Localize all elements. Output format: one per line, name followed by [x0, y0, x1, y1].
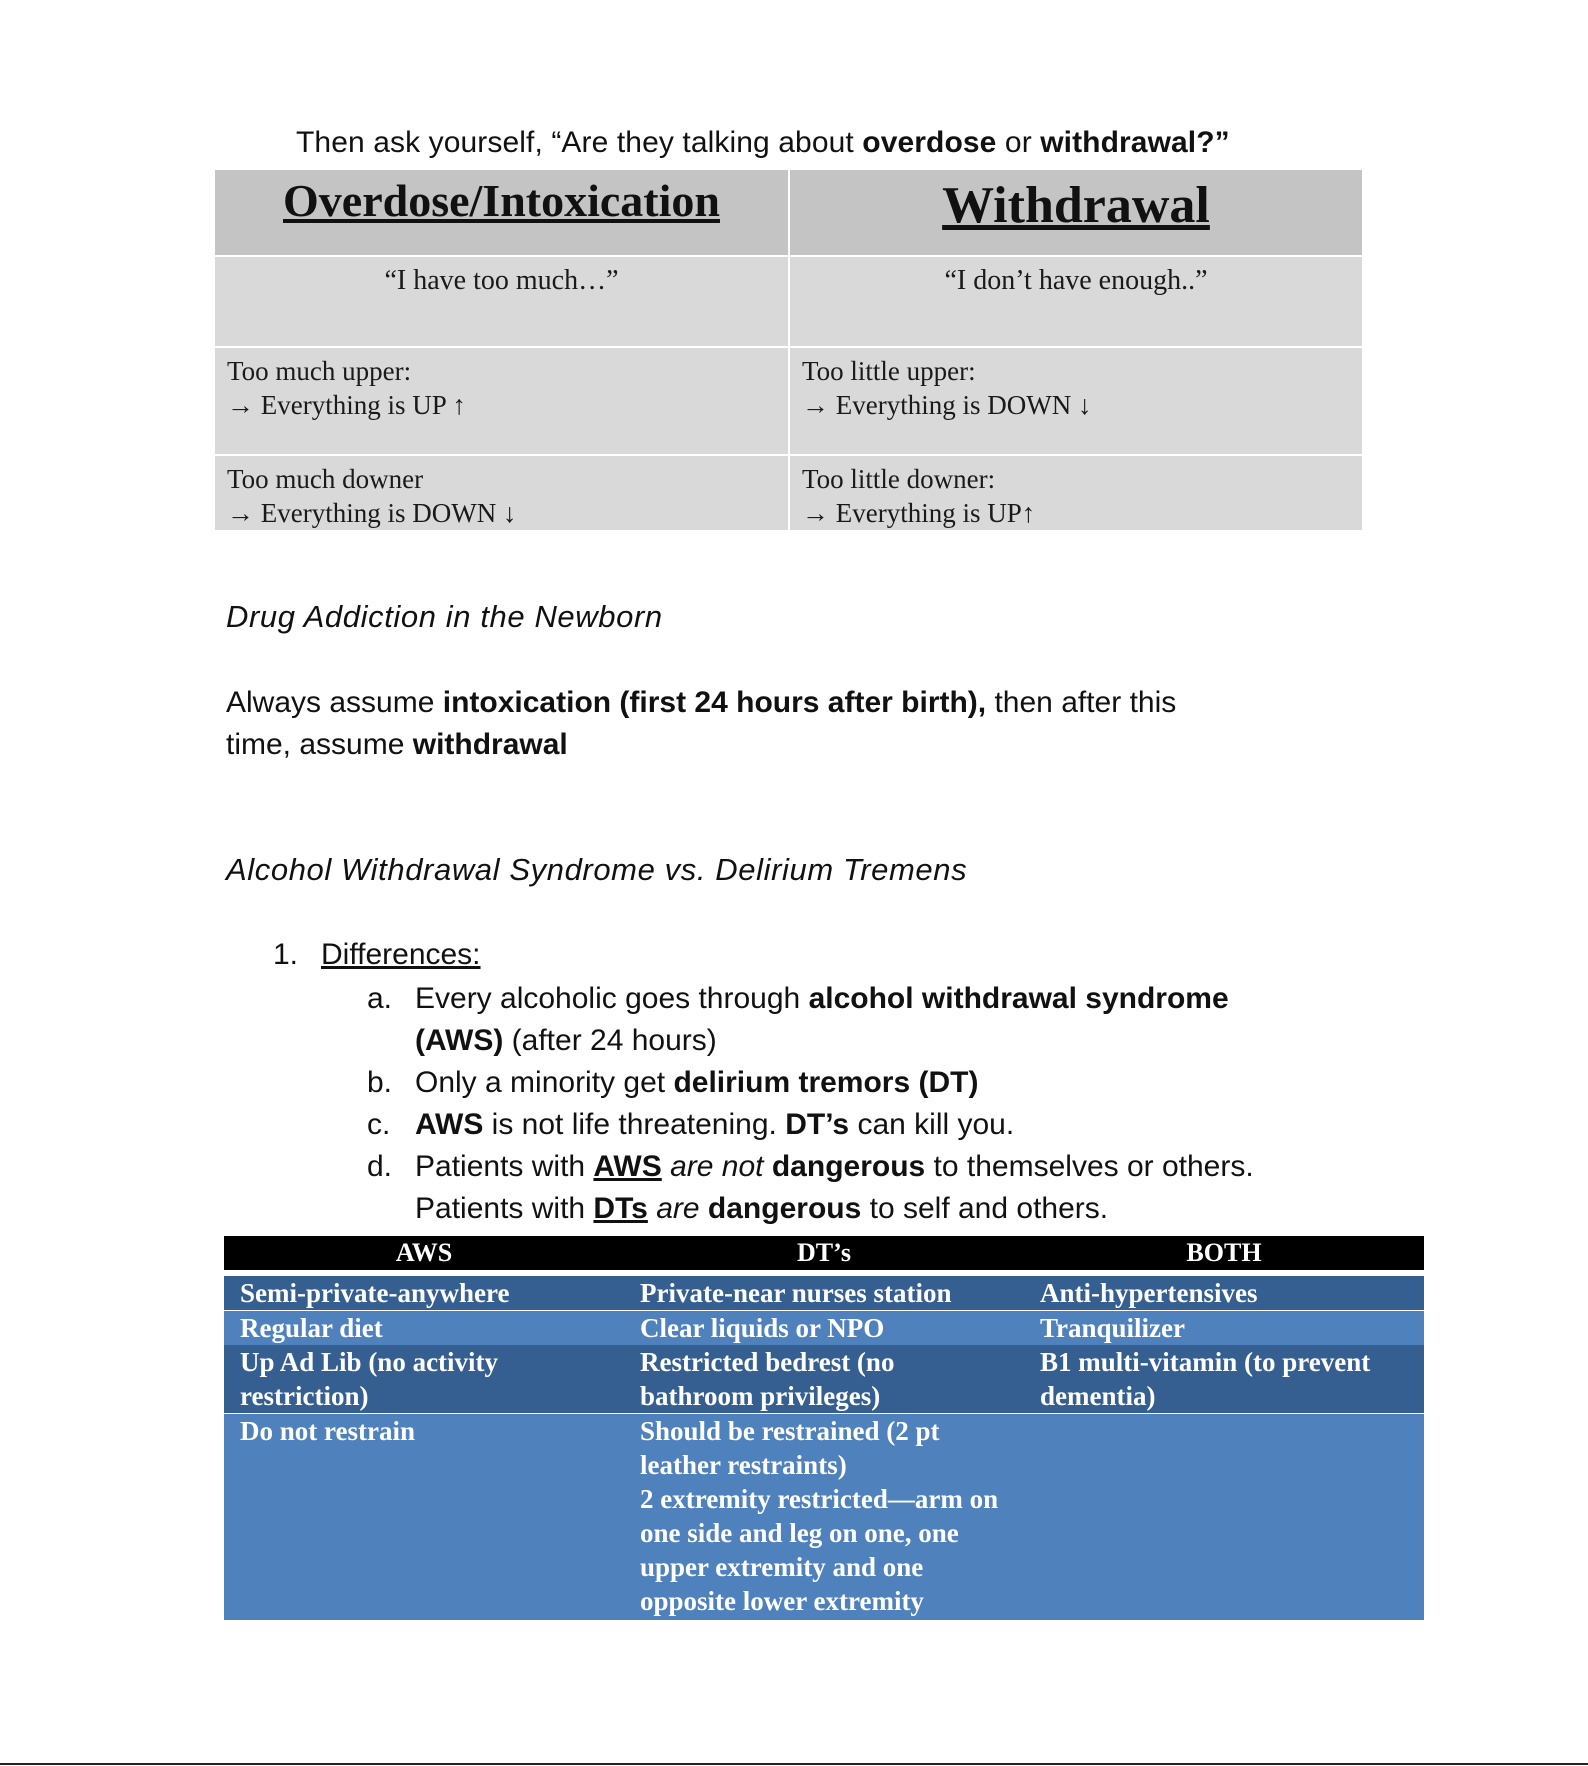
- text: Only a minority get: [415, 1066, 674, 1099]
- text: [648, 1192, 656, 1225]
- intro-withdrawal: withdrawal?”: [1040, 126, 1230, 159]
- table-header-row: [214, 169, 1363, 256]
- table-cell: Semi-private-anywhere: [224, 1273, 624, 1311]
- text-bold: dangerous: [771, 1150, 926, 1183]
- list-marker: a.: [367, 982, 393, 1015]
- cell-too-much-downer: [214, 455, 789, 531]
- differences-label: Differences:: [321, 938, 481, 971]
- text: Every alcoholic goes through: [415, 982, 809, 1015]
- text-bold: delirium tremors (DT): [673, 1066, 979, 1099]
- text: Always assume: [226, 686, 443, 719]
- text: [764, 1150, 772, 1183]
- table-row: [214, 455, 1363, 531]
- aws-dt-table: [224, 1236, 1424, 1620]
- text-bold-underline: AWS: [593, 1150, 662, 1183]
- list-marker: c.: [367, 1108, 391, 1141]
- intro-overdose: overdose: [862, 126, 997, 159]
- cell-line: → Everything is UP ↑: [227, 390, 466, 420]
- newborn-paragraph: [226, 682, 1376, 766]
- intro-line: [296, 126, 1230, 160]
- header-aws: AWS: [224, 1236, 624, 1273]
- text: can kill you.: [849, 1108, 1015, 1141]
- list-number: 1.: [273, 938, 299, 971]
- cell-line: Too little upper:: [802, 356, 976, 386]
- cell-line: Too much downer: [227, 464, 424, 494]
- list-text: [415, 1146, 1254, 1230]
- newborn-heading: Drug Addiction in the Newborn: [226, 599, 663, 634]
- cell-line: Too much upper:: [227, 356, 412, 386]
- table-row: [224, 1273, 1424, 1311]
- cell-line: → Everything is DOWN ↓: [802, 390, 1092, 420]
- quote-overdose: “I have too much…”: [214, 256, 789, 347]
- table-cell: Anti-hypertensives: [1024, 1273, 1424, 1311]
- text-italic: are: [656, 1192, 700, 1225]
- table-cell: Regular diet: [224, 1311, 624, 1346]
- cell-too-much-upper: [214, 347, 789, 455]
- text: (after 24 hours): [503, 1024, 717, 1057]
- page-bottom-border: [0, 1763, 1588, 1765]
- cell-too-little-upper: [789, 347, 1363, 455]
- overdose-withdrawal-table: [213, 168, 1364, 532]
- cell-line: Too little downer:: [802, 464, 996, 494]
- text-bold: AWS: [415, 1108, 484, 1141]
- alcohol-heading: Alcohol Withdrawal Syndrome vs. Delirium Tremens: [226, 852, 968, 887]
- text-italic: are not: [670, 1150, 764, 1183]
- table-cell: [624, 1414, 1024, 1621]
- text: [662, 1150, 670, 1183]
- text-bold: (AWS): [415, 1024, 504, 1057]
- list-marker: d.: [367, 1150, 393, 1183]
- table-row: [214, 347, 1363, 455]
- header-withdrawal: Withdrawal: [789, 169, 1363, 256]
- table-row: [224, 1311, 1424, 1346]
- cell-line: 2 extremity restricted—arm on one side and leg on one, one upper extremity and one opposite lower extremity: [640, 1484, 999, 1616]
- text-bold: alcohol withdrawal syndrome: [808, 982, 1229, 1015]
- text: then after this: [986, 686, 1177, 719]
- quote-withdrawal: “I don’t have enough..”: [789, 256, 1363, 347]
- table-cell: Clear liquids or NPO: [624, 1311, 1024, 1346]
- table-cell: Up Ad Lib (no activity restriction): [224, 1345, 624, 1414]
- text: time, assume: [226, 728, 413, 761]
- table-cell: Do not restrain: [224, 1414, 624, 1621]
- table-header-row: [224, 1236, 1424, 1273]
- text-bold: withdrawal: [412, 728, 568, 761]
- intro-text: Then ask yourself, “Are they talking about: [296, 126, 863, 159]
- header-both: BOTH: [1024, 1236, 1424, 1273]
- text: to self and others.: [861, 1192, 1109, 1225]
- text: Patients with: [415, 1192, 594, 1225]
- text: [700, 1192, 708, 1225]
- table-row: [224, 1414, 1424, 1621]
- intro-or: or: [996, 126, 1041, 159]
- text: Patients with: [415, 1150, 594, 1183]
- list-text: [415, 978, 1229, 1062]
- table-cell: [1024, 1414, 1424, 1621]
- list-marker: b.: [367, 1066, 393, 1099]
- cell-line: → Everything is UP↑: [802, 498, 1036, 528]
- text: to themselves or others.: [925, 1150, 1254, 1183]
- list-text: [415, 1062, 1215, 1104]
- cell-line: → Everything is DOWN ↓: [227, 498, 517, 528]
- text-bold: DT’s: [785, 1108, 850, 1141]
- text-bold: intoxication (first 24 hours after birth),: [442, 686, 987, 719]
- text-bold: dangerous: [707, 1192, 862, 1225]
- list-text: [415, 1104, 1215, 1146]
- cell-too-little-downer: [789, 455, 1363, 531]
- table-cell: Restricted bedrest (no bathroom privileges): [624, 1345, 1024, 1414]
- table-cell: Tranquilizer: [1024, 1311, 1424, 1346]
- quote-row: [214, 256, 1363, 347]
- table-cell: Private-near nurses station: [624, 1273, 1024, 1311]
- header-dts: DT’s: [624, 1236, 1024, 1273]
- text-bold-underline: DTs: [593, 1192, 648, 1225]
- table-cell: B1 multi-vitamin (to prevent dementia): [1024, 1345, 1424, 1414]
- text: is not life threatening.: [483, 1108, 786, 1141]
- header-overdose: Overdose/Intoxication: [214, 169, 789, 256]
- cell-line: Should be restrained (2 pt leather restraints): [640, 1416, 940, 1480]
- table-row: [224, 1345, 1424, 1414]
